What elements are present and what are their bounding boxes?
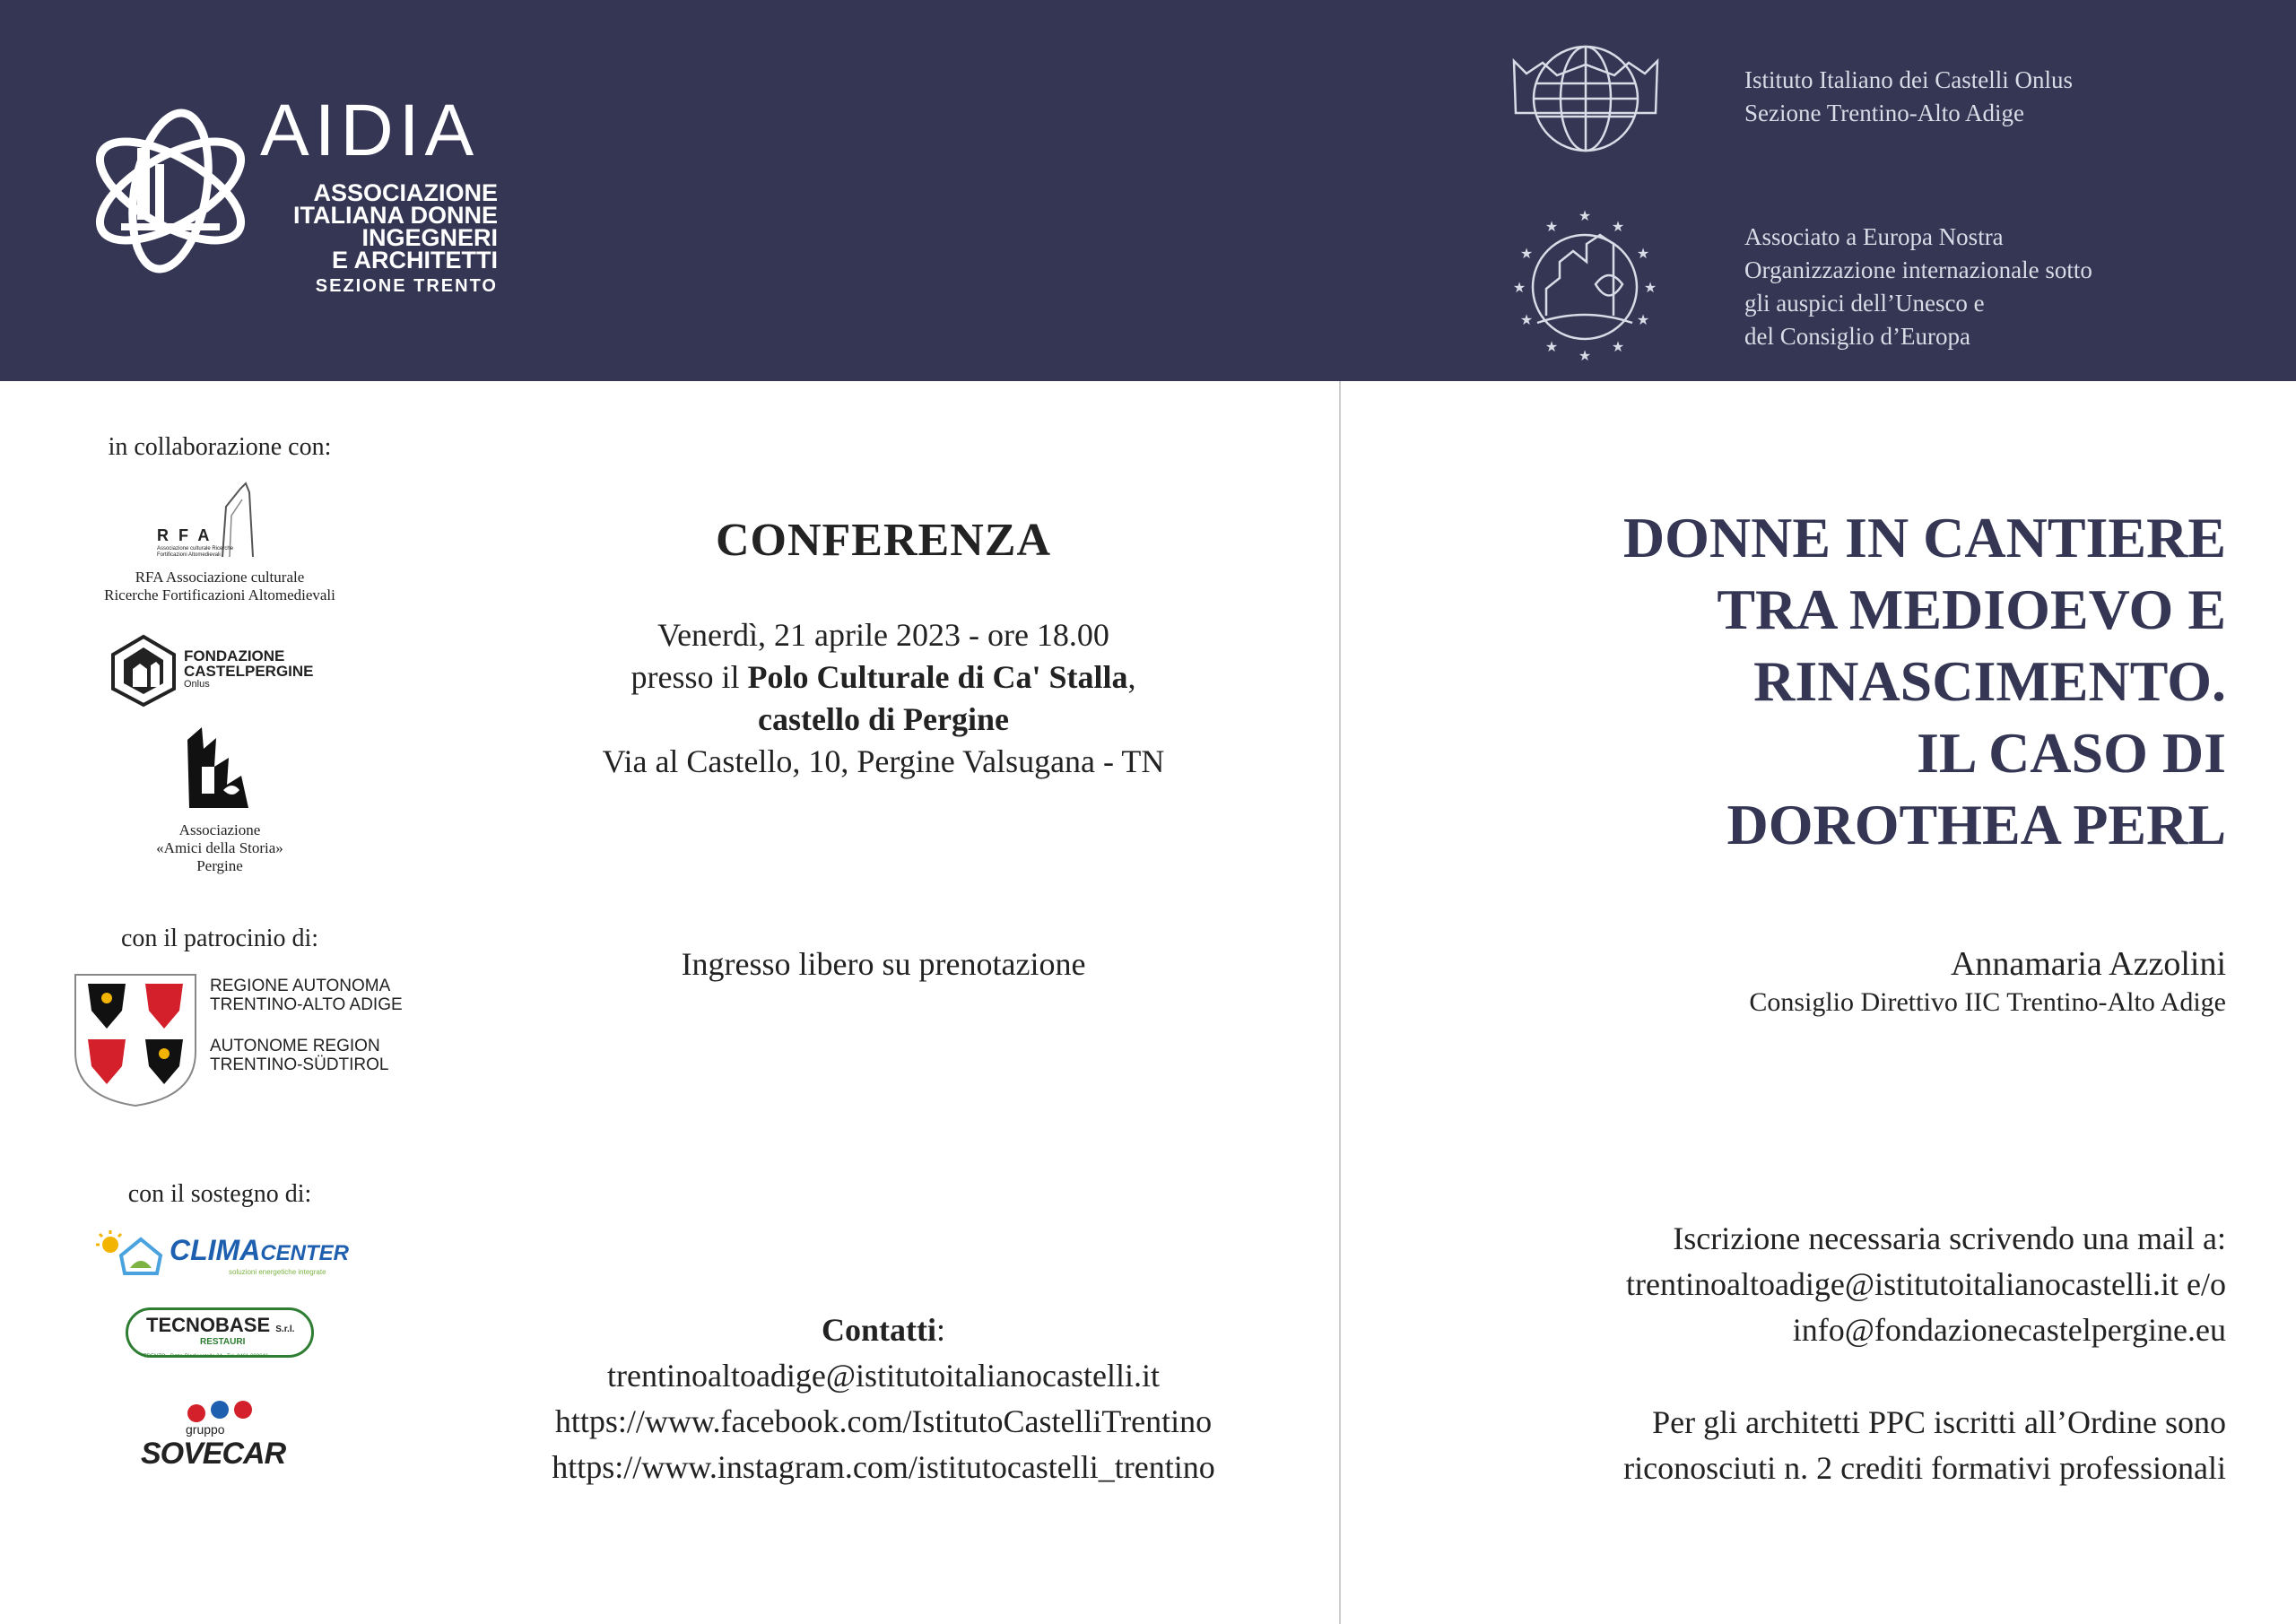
amici-line-1: Associazione — [178, 821, 261, 838]
registration-line-2[interactable]: trentinoaltoadige@istitutoitalianocastelli.it e/o — [1626, 1266, 2226, 1302]
tecnobase-name: TECNOBASE — [146, 1314, 271, 1336]
contacts-heading — [453, 1309, 1314, 1351]
svg-text:★: ★ — [1611, 220, 1625, 235]
tecnobase-main — [146, 1314, 294, 1337]
amici-line-3: Pergine — [196, 857, 243, 874]
contacts-label: Contatti — [821, 1312, 936, 1348]
regione-line-2: TRENTINO-ALTO ADIGE — [210, 995, 403, 1014]
credits-line-2: riconosciuti n. 2 crediti formativi professionali — [1623, 1450, 2226, 1486]
svg-text:★: ★ — [1636, 313, 1650, 328]
fondazione-line-3: Onlus — [184, 679, 210, 690]
svg-text:★: ★ — [1519, 247, 1534, 262]
rfa-logo-sub: Associazione culturale Ricerche Fortificazioni Altomedievali — [157, 546, 234, 558]
event-type: CONFERENZA — [715, 515, 1052, 566]
regione-line-3: AUTONOME REGION — [210, 1037, 380, 1055]
aidia-line-2: ITALIANA DONNE — [293, 202, 498, 229]
fondazione-line-2: CASTELPERGINE — [184, 663, 314, 680]
fondazione-line-1: FONDAZIONE — [184, 647, 285, 664]
speaker-name: Annamaria Azzolini — [1950, 945, 2226, 983]
header-band — [0, 0, 2296, 381]
contact-instagram[interactable]: https://www.instagram.com/istitutocastelli_trentino — [552, 1449, 1215, 1485]
event-venue — [453, 656, 1314, 699]
svg-text:★: ★ — [1512, 281, 1526, 296]
coat-of-arms-icon — [72, 971, 199, 1107]
svg-text:★: ★ — [1544, 220, 1559, 235]
rfa-caption-2: Ricerche Fortificazioni Altomedievali — [104, 586, 335, 604]
atom-orbits-icon — [85, 101, 256, 281]
svg-text:★: ★ — [1643, 281, 1657, 296]
contacts-colon: : — [935, 1312, 945, 1348]
rfa-logo-text: R F A — [157, 526, 213, 544]
europa-nostra-icon — [1510, 208, 1659, 360]
aidia-logo — [85, 90, 498, 296]
svg-text:★: ★ — [1578, 209, 1592, 224]
aidia-line-3: INGEGNERI — [361, 224, 498, 251]
patrocinio-label: con il patrocinio di: — [120, 925, 319, 952]
registration-line-1: Iscrizione necessaria scrivendo una mail a: — [1673, 1220, 2226, 1256]
sovecar-small: gruppo — [186, 1422, 225, 1437]
tecnobase-logo — [126, 1307, 314, 1358]
clima-main: CLIMA — [170, 1234, 261, 1266]
iic-name: Istituto Italiano dei Castelli Onlus — [1744, 66, 2073, 93]
sun-house-icon — [94, 1229, 166, 1279]
rfa-caption-1: RFA Associazione culturale — [135, 569, 305, 586]
tecnobase-footer: TRENTO - P.zza Piedicastello 24 - Tel. 0461 283646 — [144, 1354, 269, 1359]
sovecar-main: SOVECAR — [141, 1437, 286, 1471]
aidia-section: SEZIONE TRENTO — [315, 276, 498, 296]
venue-prefix: presso il — [631, 659, 748, 695]
title-line-5: DOROTHEA PERL — [1726, 793, 2226, 856]
aidia-line-4: E ARCHITETTI — [332, 247, 498, 274]
contact-email[interactable]: trentinoaltoadige@istitutoitalianocastelli.it — [606, 1358, 1160, 1394]
contact-facebook[interactable]: https://www.facebook.com/IstitutoCastelliTrentino — [554, 1403, 1213, 1439]
colored-dots-icon — [184, 1401, 274, 1424]
tecnobase-srl: S.r.l. — [275, 1324, 295, 1334]
event-address: Via al Castello, 10, Pergine Valsugana - TN — [602, 743, 1165, 779]
event-title — [1419, 502, 2226, 861]
svg-text:★: ★ — [1578, 349, 1592, 360]
sovecar-logo — [139, 1401, 300, 1472]
svg-text:★: ★ — [1544, 340, 1559, 355]
aidia-title: AIDIA — [260, 90, 480, 171]
regione-line-1: REGIONE AUTONOMA — [210, 977, 391, 995]
event-venue-line2: castello di Pergine — [758, 701, 1009, 737]
svg-text:★: ★ — [1636, 247, 1650, 262]
europa-line-2: Organizzazione internazionale sotto — [1744, 256, 2092, 283]
climacenter-logo — [94, 1229, 354, 1282]
regione-line-4: TRENTINO-SÜDTIROL — [210, 1055, 389, 1074]
globe-crown-icon — [1512, 43, 1659, 155]
europa-line-1: Associato a Europa Nostra — [1744, 223, 2004, 250]
iic-section: Sezione Trentino-Alto Adige — [1744, 100, 2024, 126]
clima-sub: soluzioni energetiche integrate — [229, 1268, 326, 1276]
amici-line-2: «Amici della Storia» — [156, 839, 283, 856]
title-line-2: TRA MEDIOEVO E — [1717, 578, 2226, 641]
entry-note: Ingresso libero su prenotazione — [681, 946, 1086, 982]
collab-label: in collaborazione con: — [108, 433, 332, 461]
castle-polygon-icon — [106, 633, 181, 708]
sostegno-label: con il sostegno di: — [127, 1180, 312, 1208]
europa-line-4: del Consiglio d’Europa — [1744, 323, 1970, 350]
credits-line-1: Per gli architetti PPC iscritti all’Ordine sono — [1652, 1404, 2226, 1440]
rfa-logo — [144, 480, 278, 560]
registration-line-3[interactable]: info@fondazionecastelpergine.eu — [1792, 1312, 2226, 1348]
venue-bold: Polo Culturale di Ca' Stalla — [747, 659, 1128, 695]
europa-line-3: gli auspici dell’Unesco e — [1744, 290, 1985, 317]
venue-suffix: , — [1127, 659, 1136, 695]
svg-text:★: ★ — [1519, 313, 1534, 328]
title-line-3: RINASCIMENTO. — [1753, 649, 2226, 713]
clima-text — [170, 1234, 349, 1270]
event-date: Venerdì, 21 aprile 2023 - ore 18.00 — [657, 617, 1109, 653]
aidia-line-1: ASSOCIAZIONE — [313, 179, 498, 206]
title-line-4: IL CASO DI — [1917, 721, 2226, 785]
amici-storia-logo-icon — [184, 722, 256, 812]
clima-accent: CENTER — [260, 1241, 349, 1265]
svg-text:★: ★ — [1611, 340, 1625, 355]
tecnobase-sub: RESTAURI — [200, 1337, 246, 1347]
title-line-1: DONNE IN CANTIERE — [1622, 506, 2226, 569]
speaker-role: Consiglio Direttivo IIC Trentino-Alto Adige — [1749, 987, 2226, 1017]
